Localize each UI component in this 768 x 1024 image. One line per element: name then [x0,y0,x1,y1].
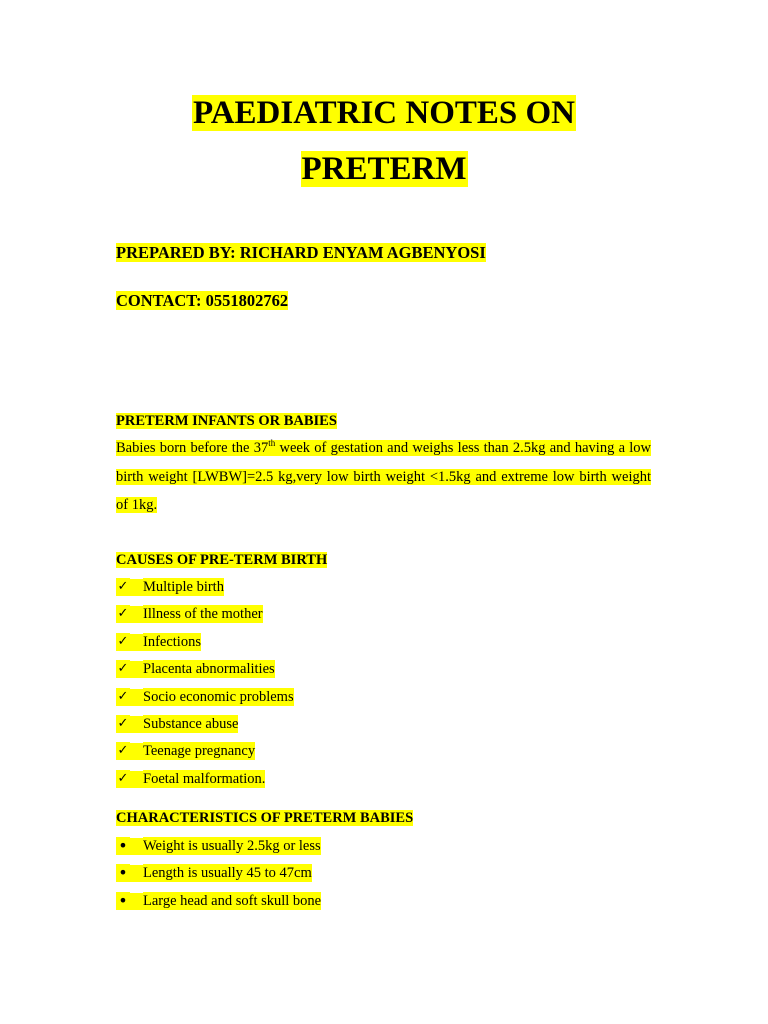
checkmark-icon: ✓ [117,606,129,622]
prepared-by: PREPARED BY: RICHARD ENYAM AGBENYOSI [116,243,486,262]
highlight-gap [130,893,143,910]
list-item-text: Teenage pregnancy [143,743,256,760]
list-item-text: Placenta abnormalities [143,661,275,678]
list-item-text: Weight is usually 2.5kg or less [143,838,321,854]
section-heading-preterm: PRETERM INFANTS OR BABIES [116,413,337,429]
highlight-gap [130,689,143,706]
checkmark-icon: ✓ [117,715,129,731]
list-item-text: Socio economic problems [143,688,294,705]
list-item-text: Foetal malformation. [143,770,266,787]
highlight-gap [130,838,143,855]
highlight-gap [130,743,143,760]
checkmark-icon: ✓ [117,661,129,677]
highlight-gap [130,579,143,596]
bullet-icon: • [116,892,130,910]
highlight-gap [130,634,143,651]
checkmark-icon: ✓ [117,579,129,594]
list-item-text: Substance abuse [143,715,239,732]
checkmark-icon: ✓ [117,770,129,786]
section-heading-characteristics: CHARACTERISTICS OF PRETERM BABIES [116,810,414,826]
preterm-definition-paragraph [116,434,651,520]
checkmark-icon: ✓ [117,633,129,649]
highlight-gap [130,771,143,788]
bullet-icon: • [116,864,130,882]
highlight-gap [130,865,143,882]
checkmark-icon: ✓ [117,688,129,704]
list-item-text: Length is usually 45 to 47cm [143,865,312,882]
para-text-start: Babies born before the 37 [116,440,269,456]
title-line-1: PAEDIATRIC NOTES ON [193,95,575,131]
ordinal-superscript: th [268,438,276,448]
bullet-icon: • [116,837,130,855]
list-item-text: Large head and soft skull bone [143,892,322,909]
section-heading-causes: CAUSES OF PRE-TERM BIRTH [116,552,328,568]
para-text-rest: week of gestation and weighs less than 2.5kg and having a low birth weight [LWBW]=2.5 kg,very low birth weight <1.5kg and extreme low birth weight of 1kg. [116,440,651,513]
contact: CONTACT: 0551802762 [116,291,289,310]
highlight-gap [130,606,143,623]
highlight-gap [130,661,143,678]
list-item-text: Infections [143,633,201,650]
highlight-gap [130,716,143,733]
list-item-text: Illness of the mother [143,606,263,623]
checkmark-icon: ✓ [117,743,129,759]
title-line-2: PRETERM [301,151,467,187]
list-item-text: Multiple birth [143,579,224,595]
